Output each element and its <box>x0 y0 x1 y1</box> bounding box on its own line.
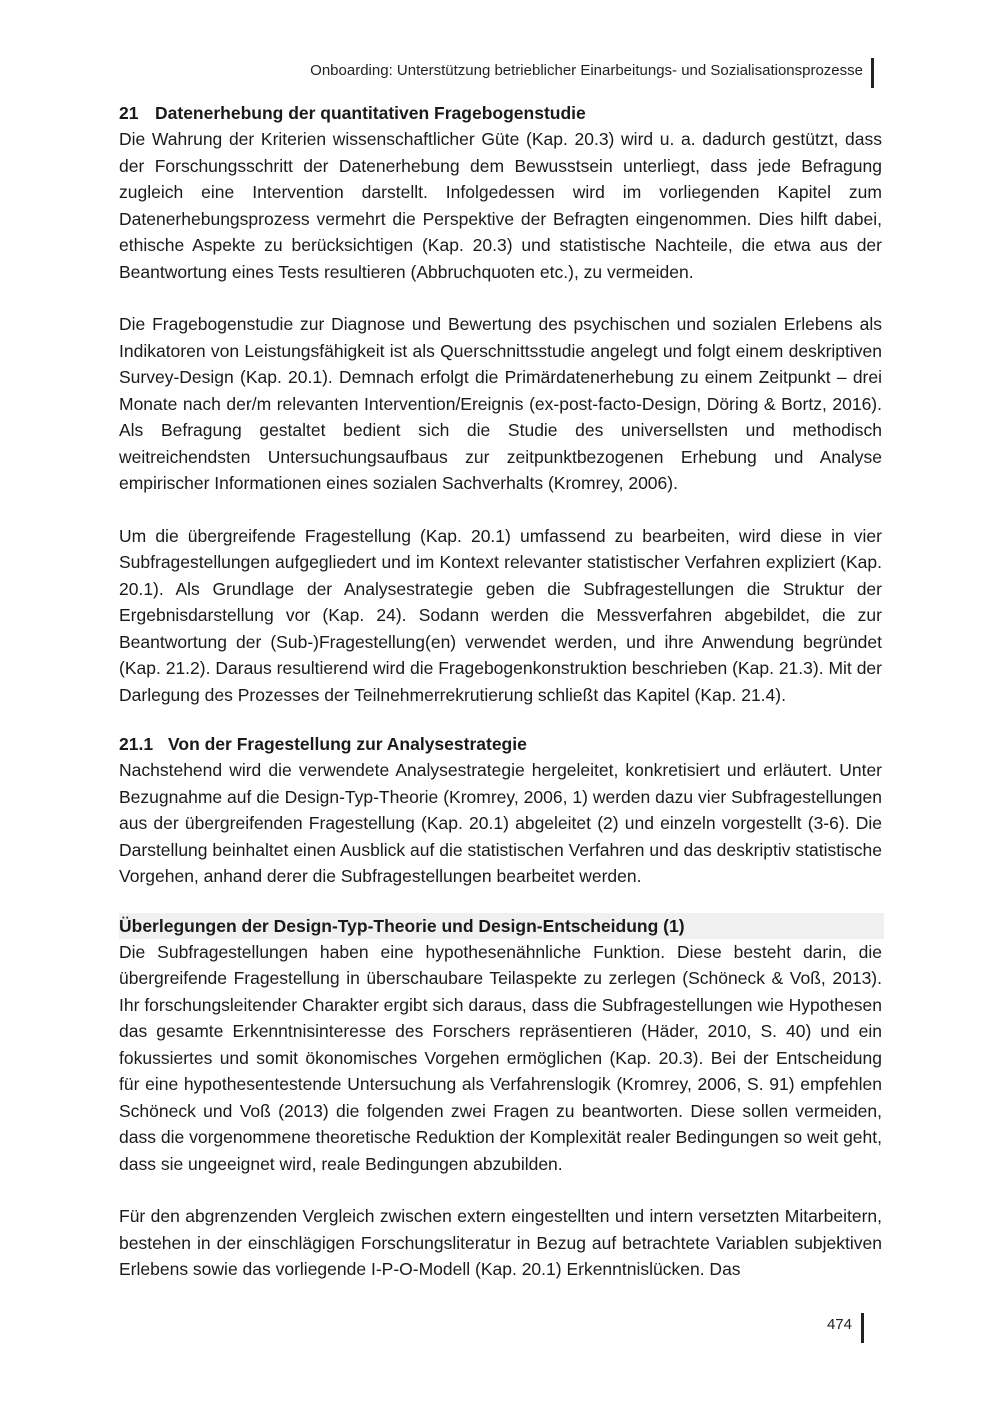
footer-divider <box>861 1313 864 1343</box>
chapter-paragraph: Die Wahrung der Kriterien wissenschaftlicher Güte (Kap. 20.3) wird u. a. dadurch gestützt, dass der Forschungsschritt der Datenerhebung dem Bewusstsein unterliegt, dass jede Befragung zugleich eine Intervention darstellt. Infolgedessen wird im vorliegenden Kapitel zum Datenerhebungsprozess vermehrt die Perspektive der Befragten eingenommen. Dies hilft dabei, ethische Aspekte zu berücksichtigen (Kap. 20.3) und statistische Nachteile, die etwa aus der Beantwortung eines Tests resultieren (Abbruchquoten etc.), zu vermeiden. <box>119 129 882 282</box>
subsection-paragraph: Die Subfragestellungen haben eine hypothesenähnliche Funktion. Diese besteht darin, die übergreifende Fragestellung in überschaubare Teilaspekte zu zerlegen (Schöneck & Voß, 2013). Ihr forschungsleitender Charakter ergibt sich daraus, dass die Subfragestellungen wie Hypothesen das gesamte Erkenntnisinteresse des Forschers repräsentieren (Häder, 2010, S. 40) und ein fokussiertes und somit ökonomisches Vorgehen ermöglichen (Kap. 20.3). Bei der Entscheidung für eine hypothesentestende Untersuchung als Verfahrenslogik (Kromrey, 2006, S. 91) empfehlen Schöneck und Voß (2013) die folgenden zwei Fragen zu beantworten. Diese sollen vermeiden, dass die vorgenommene theoretische Reduktion der Komplexität realer Bedingungen so weit geht, dass sie ungeeignet wird, reale Bedingungen abzubilden. <box>119 941 882 1174</box>
section-title: Von der Fragestellung zur Analysestrategie <box>168 734 527 754</box>
subsection-heading: Überlegungen der Design-Typ-Theorie und Design-Entscheidung (1) <box>119 913 884 939</box>
running-header: Onboarding: Unterstützung betrieblicher Einarbeitungs- und Sozialisationsprozesse <box>310 62 863 79</box>
section-number: 21.1 <box>119 734 154 754</box>
chapter-paragraph: Die Fragebogenstudie zur Diagnose und Bewertung des psychischen und sozialen Erlebens als Indikatoren von Leistungsfähigkeit ist als Querschnittsstudie angelegt und folgt einem deskriptiven Survey-Design (Kap. 20.1). Demnach erfolgt die Primärdatenerhebung zu einem Zeitpunkt – drei Monate nach der/m relevanten Intervention/Ereignis (ex-post-facto-Design, Döring & Bortz, 2016). Als Befragung gestaltet bedient sich die Studie des universellsten und methodisch weitreichendsten Untersuchungsaufbaus zur zeitpunktbezogenen Erhebung und Analyse empirischer Informationen eines sozialen Sachverhalts (Kromrey, 2006). <box>119 314 882 493</box>
page-content <box>119 100 882 1283</box>
chapter-heading <box>119 100 882 126</box>
subsection-paragraph: Für den abgrenzenden Vergleich zwischen extern eingestellten und intern versetzten Mitarbeitern, bestehen in der einschlägigen Forschungsliteratur in Bezug auf betrachtete Variablen subjektiven Erlebens sowie das vorliegende I-P-O-Modell (Kap. 20.1) Erkenntnislücken. Das <box>119 1206 882 1279</box>
header-divider <box>871 58 874 88</box>
section-paragraph: Nachstehend wird die verwendete Analysestrategie hergeleitet, konkretisiert und erläutert. Unter Bezugnahme auf die Design-Typ-Theorie (Kromrey, 2006, 1) werden dazu vier Subfragestellungen aus der übergreifenden Fragestellung (Kap. 20.1) abgeleitet (2) und einzeln vorgestellt (3-6). Die Darstellung beinhaltet einen Ausblick auf die statistischen Verfahren und das deskriptiv statistische Vorgehen, anhand derer die Subfragestellungen bearbeitet werden. <box>119 760 882 886</box>
chapter-title: Datenerhebung der quantitativen Fragebogenstudie <box>155 103 586 123</box>
chapter-paragraph: Um die übergreifende Fragestellung (Kap. 20.1) umfassend zu bearbeiten, wird diese in vier Subfragestellungen aufgegliedert und im Kontext relevanter statistischer Verfahren expliziert (Kap. 20.1). Als Grundlage der Analysestrategie geben die Subfragestellungen die Struktur der Ergebnisdarstellung vor (Kap. 24). Sodann werden die Messverfahren abgebildet, die zur Beantwortung der (Sub-)Fragestellung(en) verwendet werden, und ihre Anwendung begründet (Kap. 21.2). Daraus resultierend wird die Fragebogenkonstruktion beschrieben (Kap. 21.3). Mit der Darlegung des Prozesses der Teilnehmerrekrutierung schließt das Kapitel (Kap. 21.4). <box>119 525 882 705</box>
chapter-number: 21 <box>119 103 139 123</box>
section-heading <box>119 731 882 757</box>
page-number: 474 <box>826 1316 852 1333</box>
